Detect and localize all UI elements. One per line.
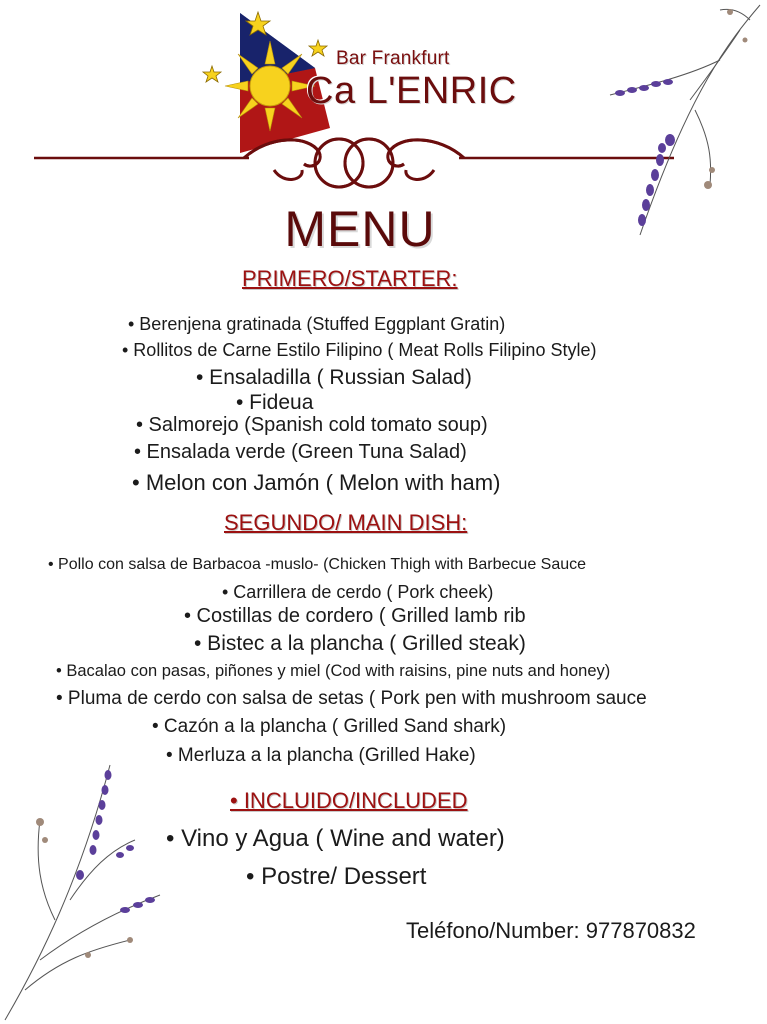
starter-item: • Rollitos de Carne Estilo Filipino ( Meat Rolls Filipino Style) — [122, 340, 597, 360]
main-dish-item: • Pluma de cerdo con salsa de setas ( Pork pen with mushroom sauce — [56, 688, 647, 709]
starter-item: • Fideua — [236, 391, 314, 414]
phone-number: Teléfono/Number: 977870832 — [406, 918, 696, 943]
main-dish-item: • Costillas de cordero ( Grilled lamb rib — [184, 605, 526, 627]
starter-item: • Berenjena gratinada (Stuffed Eggplant Gratin) — [128, 314, 506, 334]
starter-item: • Ensaladilla ( Russian Salad) — [196, 366, 472, 389]
starter-item: • Melon con Jamón ( Melon with ham) — [132, 470, 501, 495]
section-heading-included: • INCLUIDO/INCLUDED — [230, 788, 468, 813]
main-dish-item: • Carrillera de cerdo ( Pork cheek) — [222, 582, 494, 602]
main-dish-item: • Cazón a la plancha ( Grilled Sand shark) — [152, 716, 507, 737]
section-heading-starters: PRIMERO/STARTER: — [242, 266, 458, 291]
brand-name: Ca L'ENRIC — [306, 70, 517, 112]
main-dish-item: • Bistec a la plancha ( Grilled steak) — [194, 632, 526, 655]
starter-item: • Ensalada verde (Green Tuna Salad) — [134, 441, 467, 463]
starter-item: • Salmorejo (Spanish cold tomato soup) — [136, 414, 488, 436]
included-item: • Vino y Agua ( Wine and water) — [166, 825, 505, 852]
section-heading-mains: SEGUNDO/ MAIN DISH: — [224, 510, 468, 535]
lavender-sprig-bottom-icon — [0, 760, 180, 1024]
brand-subtitle: Bar Frankfurt — [336, 48, 450, 69]
menu-title: MENU — [284, 201, 436, 257]
included-item: • Postre/ Dessert — [246, 863, 427, 890]
ornament-divider-icon — [34, 130, 694, 200]
main-dish-item: • Pollo con salsa de Barbacoa -muslo- (Chicken Thigh with Barbecue Sauce — [48, 556, 587, 573]
main-dish-item: • Merluza a la plancha (Grilled Hake) — [166, 745, 476, 766]
main-dish-item: • Bacalao con pasas, piñones y miel (Cod with raisins, pine nuts and honey) — [56, 662, 611, 680]
